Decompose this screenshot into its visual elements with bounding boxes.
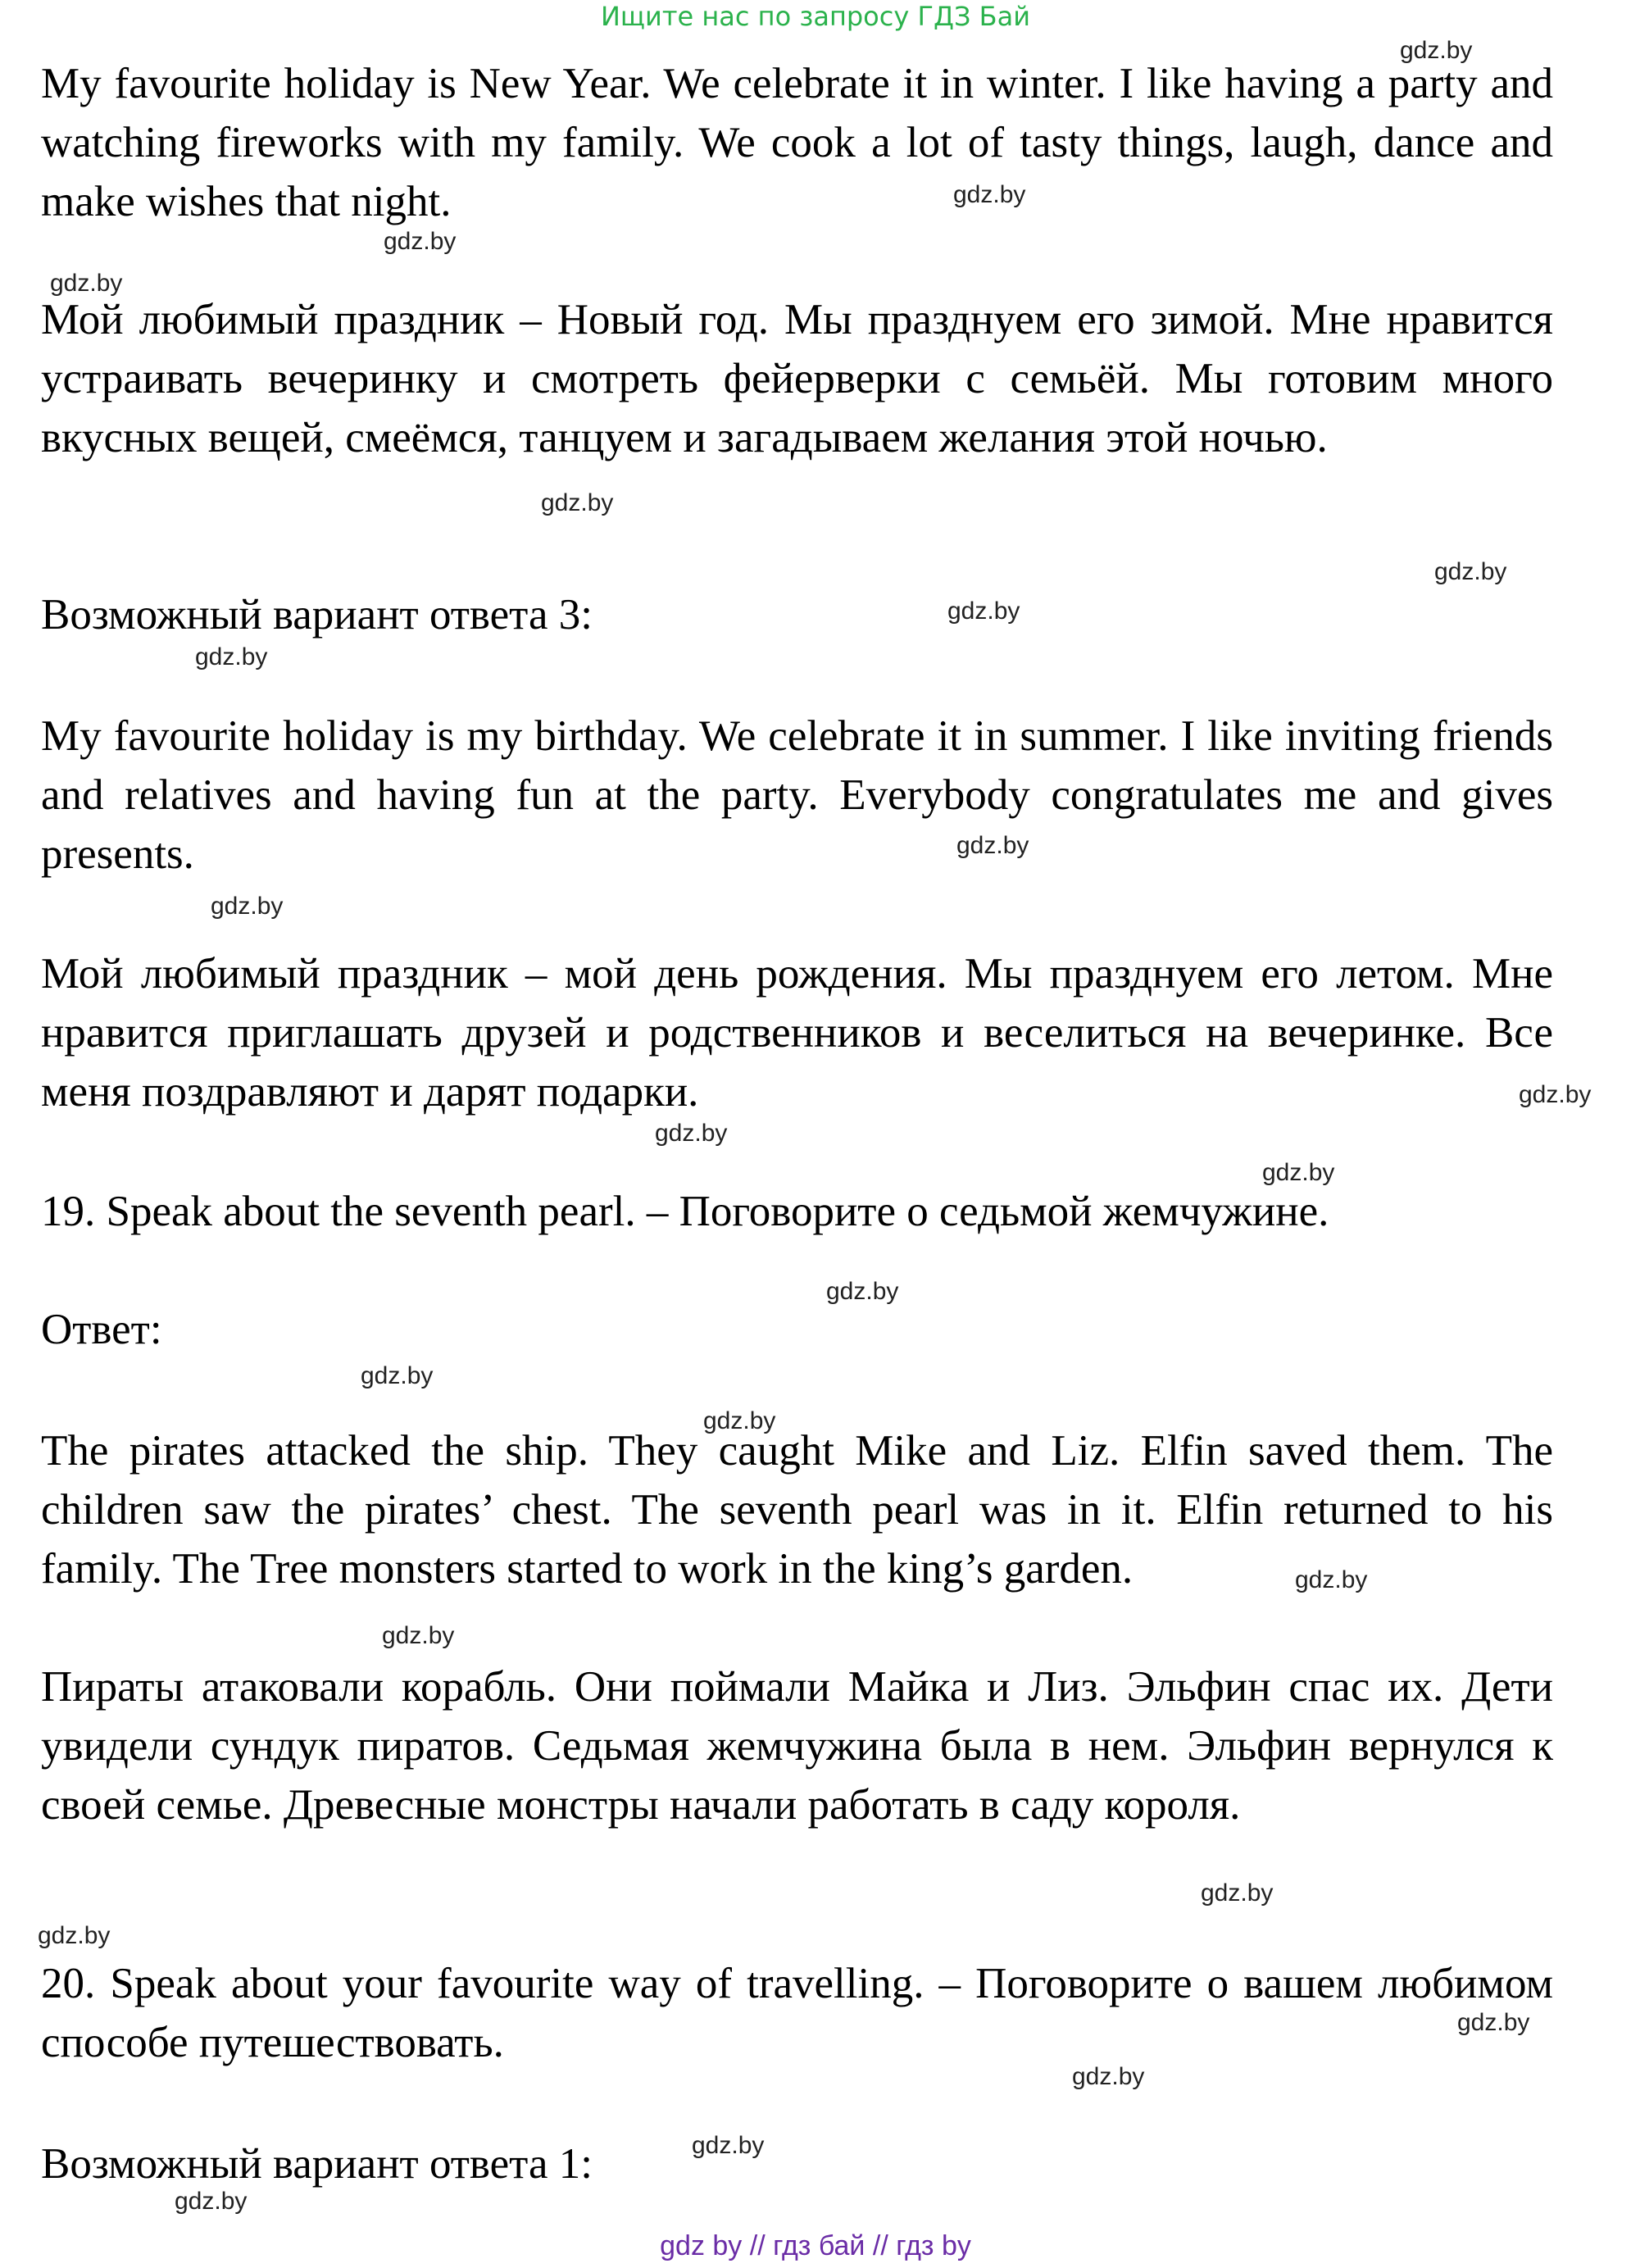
watermark: gdz.by [1519,1081,1592,1108]
watermark: gdz.by [1434,558,1507,585]
watermark: gdz.by [1201,1879,1274,1907]
paragraph-russian-pearl: Пираты атаковали корабль. Они поймали Майка и Лиз. Эльфин спас их. Дети увидели сундук пиратов. Седьмая жемчужина была в нем. Эльфин вернулся к своей семье. Древесные монстры начали работать в саду короля. [41,1663,1553,1829]
paragraph-russian-new-year: Мой любимый праздник – Новый год. Мы празднуем его зимой. Мне нравится устраивать вечеринку и смотреть фейерверки с семьёй. Мы готовим много вкусных вещей, смеёмся, танцуем и загадываем желания этой ночью. [41,296,1553,461]
footer-links: gdz by // гдз бай // гдз by [660,2230,971,2261]
watermark: gdz.by [1072,2063,1145,2090]
watermark: gdz.by [692,2132,765,2159]
watermark: gdz.by [211,893,284,920]
watermark: gdz.by [195,643,268,670]
watermark: gdz.by [1262,1159,1335,1186]
paragraph-russian-birthday: Мой любимый праздник – мой день рождения. Мы празднуем его летом. Мне нравится приглашать друзей и родственников и веселиться на вечеринке. Все меня поздравляют и дарят подарки. [41,950,1553,1116]
paragraph-english-new-year: My favourite holiday is New Year. We celebrate it in winter. I like having a party and watching fireworks with my family. We cook a lot of tasty things, laugh, dance and make wishes that night. [41,60,1553,225]
watermark: gdz.by [655,1120,728,1147]
watermark: gdz.by [50,270,123,297]
search-banner: Ищите нас по запросу ГДЗ Бай [600,1,1031,32]
watermark: gdz.by [541,489,614,516]
watermark: gdz.by [947,598,1020,625]
watermark: gdz.by [956,832,1029,859]
watermark: gdz.by [953,181,1026,208]
watermark: gdz.by [703,1407,776,1434]
watermark: gdz.by [826,1278,899,1305]
watermark: gdz.by [382,1622,455,1649]
watermark: gdz.by [175,2188,248,2215]
watermark: gdz.by [361,1362,434,1389]
answer-variant-1-heading: Возможный вариант ответа 1: [41,2140,593,2188]
answer-heading: Ответ: [41,1306,162,1353]
paragraph-english-birthday: My favourite holiday is my birthday. We celebrate it in summer. I like inviting friends and relatives and having fun at the party. Everybody congratulates me and gives presents. [41,712,1553,878]
watermark: gdz.by [384,228,457,255]
watermark: gdz.by [38,1922,111,1949]
answer-variant-3-heading: Возможный вариант ответа 3: [41,591,593,639]
task-20-heading: 20. Speak about your favourite way of travelling. – Поговорите о вашем любимом способе путешествовать. [41,1960,1553,2066]
watermark: gdz.by [1400,37,1473,64]
paragraph-english-pearl: The pirates attacked the ship. They caught Mike and Liz. Elfin saved them. The children saw the pirates’ chest. The seventh pearl was in it. Elfin returned to his family. The Tree monsters started to work in the king’s garden. [41,1427,1553,1593]
watermark: gdz.by [1295,1566,1368,1593]
watermark: gdz.by [1457,2009,1530,2036]
task-19-heading: 19. Speak about the seventh pearl. – Поговорите о седьмой жемчужине. [41,1188,1329,1235]
